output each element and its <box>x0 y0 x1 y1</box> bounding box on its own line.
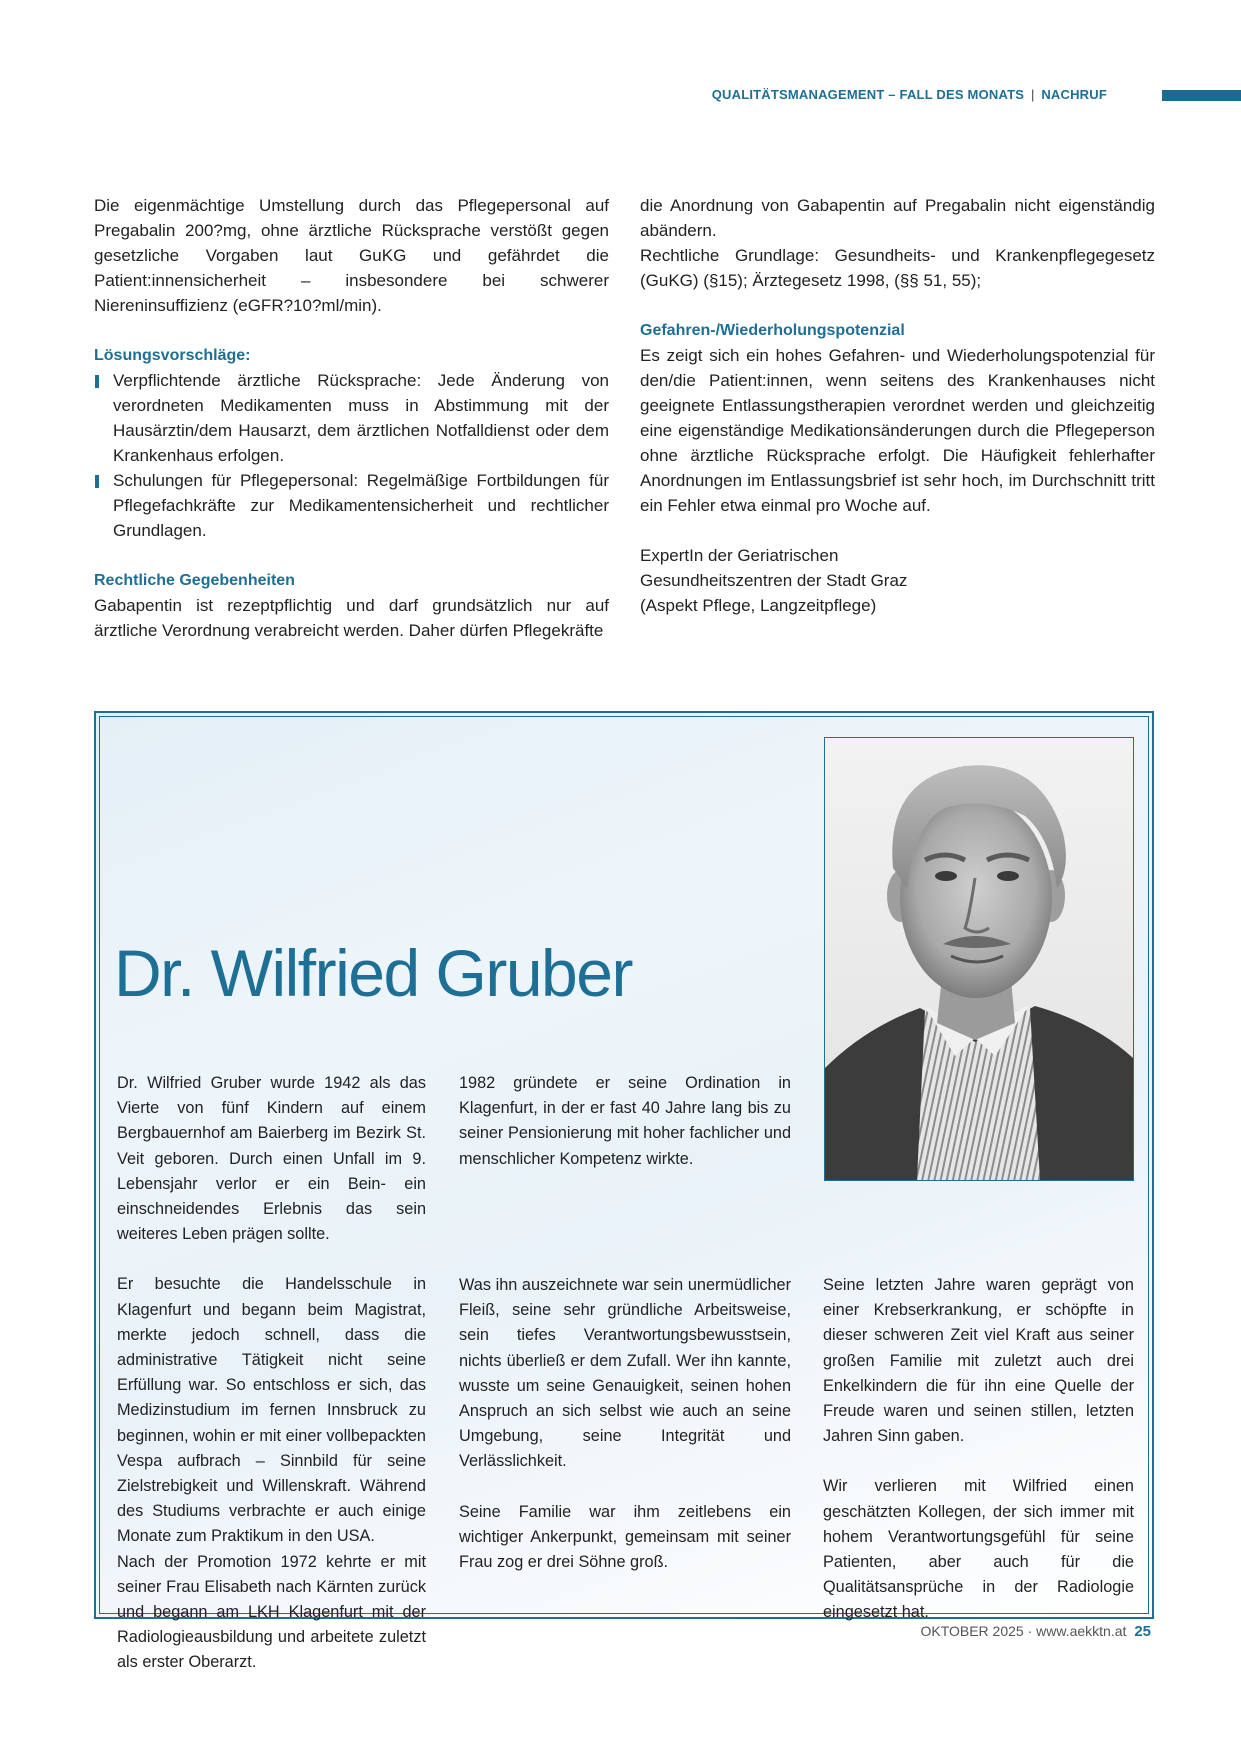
section-header <box>712 87 1107 102</box>
legal-heading: Rechtliche Gegebenheiten <box>94 572 295 589</box>
obituary-column-1 <box>117 1071 426 1676</box>
obituary-paragraph: Dr. Wilfried Gruber wurde 1942 als das Vierte von fünf Kindern auf einem Bergbauernhof am Baierberg im Bezirk St. Veit geboren. Durch einen Unfall im 9. Lebensjahr verlor er ein Bein- ein einschneidendes Erlebnis das sein weiteres Leben prägen sollte. <box>117 1074 426 1244</box>
obituary-column-3 <box>823 1273 1134 1626</box>
solutions-heading: Lösungsvorschläge: <box>94 347 251 364</box>
legal-basis: Rechtliche Grundlage: Gesundheits- und Krankenpflegegesetz (GuKG) (§15); Ärztegesetz 1998, (§§ 51, 55); <box>640 246 1155 290</box>
obituary-paragraph: Wir verlieren mit Wilfried einen geschätzten Kollegen, der sich immer mit hohem Verantwortungsgefühl für seine Patienten, aber auch für die Qualitätsansprüche in der Radiologie eingesetzt hat. <box>823 1477 1134 1622</box>
article-right-column <box>640 193 1155 618</box>
obituary-paragraph: Seine Familie war ihm zeitlebens ein wichtiger Ankerpunkt, gemeinsam mit seiner Frau zog er drei Söhne groß. <box>459 1502 791 1572</box>
list-item: Schulungen für Pflegepersonal: Regelmäßige Fortbildungen für Pflegefachkräfte zur Medikamentensicherheit und rechtlicher Grundlagen. <box>94 468 609 543</box>
signature-line-2: Gesundheitszentren der Stadt Graz <box>640 571 908 590</box>
article-left-column <box>94 193 609 643</box>
obituary-paragraph: Er besuchte die Handelsschule in Klagenfurt und begann beim Magistrat, merkte jedoch schnell, dass die administrative Tätigkeit nicht seine Erfüllung war. So entschloss er sich, das Medizinstudium im fernen Innsbruck zu beginnen, wohin er mit einer vollbepackten Vespa aufbrach – Sinnbild für seine Zielstrebigkeit und Willenskraft. Während des Studiums verbrachte er auch einige Monate zum Praktikum in den USA. <box>117 1275 426 1546</box>
obituary-paragraph: Was ihn auszeichnete war sein unermüdlicher Fleiß, seine sehr gründliche Arbeitsweise, sein tiefes Verantwortungsbewusstsein, nichts überließ er dem Zufall. Wer ihn kannte, wusste um seine Genauigkeit, seinen hohen Anspruch an sich selbst wie auch an seine Umgebung, seine Integrität und Verlässlichkeit. <box>459 1276 791 1471</box>
bullet-icon <box>95 375 99 388</box>
list-item: Verpflichtende ärztliche Rücksprache: Jede Änderung von verordneten Medikamenten muss in Abstimmung mit der Hausärztin/dem Hausarzt, dem ärztlichen Notfalldienst oder dem Krankenhaus erfolgen. <box>94 368 609 468</box>
obituary-column-2-top <box>459 1071 791 1172</box>
signature-line-1: ExpertIn der Geriatrischen <box>640 546 839 565</box>
solutions-list <box>94 368 609 543</box>
risk-paragraph: Es zeigt sich ein hohes Gefahren- und Wiederholungspotenzial für den/die Patient:innen, wenn seitens des Krankenhauses nicht geeignete Entlassungstherapien verordnet werden und gleichzeitig eine eigenständige Medikationsänderungen durch die Pflegeperson ohne ärztliche Rücksprache erfolgt. Die Häufigkeit fehlerhafter Anordnungen im Entlassungsbrief ist sehr hoch, im Durchschnitt tritt ein Fehler etwa einmal pro Woche auf. <box>640 346 1155 515</box>
obituary-column-2 <box>459 1273 791 1575</box>
bullet-icon <box>95 475 99 488</box>
header-accent-bar <box>1162 90 1241 101</box>
obituary-title: Dr. Wilfried Gruber <box>114 936 632 1010</box>
page-footer <box>920 1623 1151 1640</box>
intro-paragraph: Die eigenmächtige Umstellung durch das Pflegepersonal auf Pregabalin 200?mg, ohne ärztliche Rücksprache verstößt gegen gesetzliche Vorgaben laut GuKG und gefährdet die Patient:innensicherheit – insbesondere bei schwerer Niereninsuffizienz (eGFR?10?ml/min). <box>94 196 609 315</box>
signature-line-3: (Aspekt Pflege, Langzeitpflege) <box>640 596 877 615</box>
obituary-paragraph: 1982 gründete er seine Ordination in Klagenfurt, in der er fast 40 Jahre lang bis zu seiner Pensionierung mit hoher fachlicher und menschlicher Kompetenz wirkte. <box>459 1074 791 1168</box>
page-number: 25 <box>1134 1623 1151 1640</box>
portrait-illustration <box>825 738 1133 1180</box>
section-subtitle: NACHRUF <box>1041 87 1107 102</box>
risk-heading: Gefahren-/Wiederholungspotenzial <box>640 322 905 339</box>
obituary-paragraph: Seine letzten Jahre waren geprägt von einer Krebserkrankung, er schöpfte in dieser schweren Zeit viel Kraft aus seiner großen Familie mit zuletzt auch drei Enkelkindern die für ihn eine Quelle der Freude waren und seinen stillen, letzten Jahren Sinn gaben. <box>823 1276 1134 1446</box>
section-title: QUALITÄTSMANAGEMENT – FALL DES MONATS <box>711 87 1025 102</box>
legal-paragraph: Gabapentin ist rezeptpflichtig und darf grundsätzlich nur auf ärztliche Verordnung verabreicht werden. Daher dürfen Pflegekräfte <box>94 596 609 640</box>
portrait-photo <box>824 737 1134 1181</box>
obituary-paragraph: Nach der Promotion 1972 kehrte er mit seiner Frau Elisabeth nach Kärnten zurück und begann am LKH Klagenfurt mit der Radiologieausbildung und arbeitete zuletzt als erster Oberarzt. <box>117 1552 426 1672</box>
header-separator: | <box>1030 87 1035 102</box>
legal-continuation: die Anordnung von Gabapentin auf Pregabalin nicht eigenständig abändern. <box>640 196 1155 240</box>
footer-issue: OKTOBER 2025 · www.aekktn.at <box>920 1623 1127 1639</box>
